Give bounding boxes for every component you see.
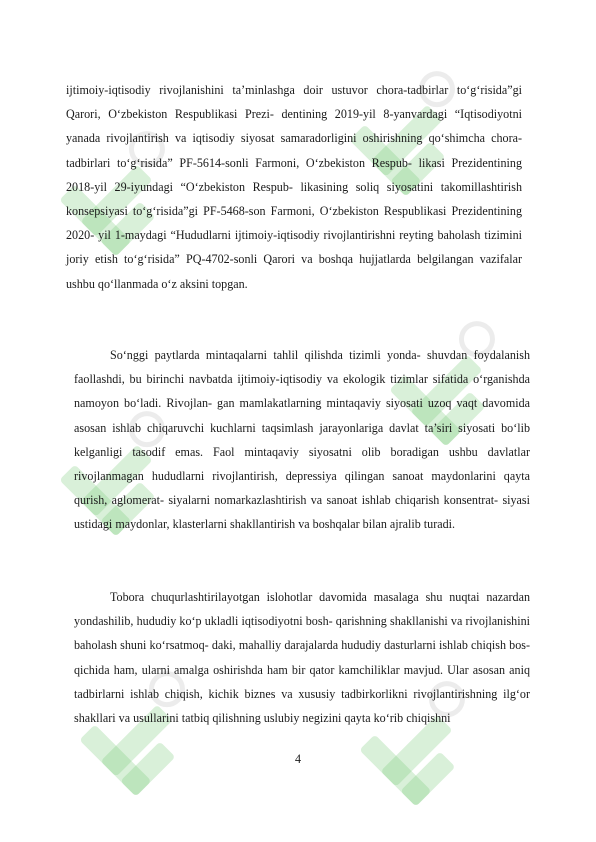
paragraph-1: ijtimoiy-iqtisodiy rivojlanishini ta’minlashga doir ustuvor chora-tadbirlar to‘g‘risida”gi Qarori, O‘zbekiston Respublikasi Prezi- dentining 2019-yil 8-yanvardagi “Iqtisodiyotni yanada rivojlantirish va iqtisodiy siyosat samaradorligini oshirishning qo‘shimcha chora- tadbirlari to‘g‘risida” PF-5614-sonli Farmoni, O‘zbekiston Respub- likasi Prezidentining 2018-yil 29-iyundagi “O‘zbekiston Respub- likasining soliq siyosatini takomillashtirish konsepsiyasi to‘g‘risida”gi PF-5468-son Farmoni, O‘zbekiston Respublikasi Prezidentining 2020- yil 1-maydagi “Hududlarni ijtimoiy-iqtisodiy rivojlantirishni reyting baholash tizimini joriy etish to‘g‘risida” PQ-4702-sonli Qarori va boshqa hujjatlarda belgilangan vazifalar ushbu qo‘llanmada o‘z aksini topgan. [66,83,522,291]
page-number: 4 [294,752,302,766]
paragraph-3: Tobora chuqurlashtirilayotgan islohotlar davomida masalaga shu nuqtai nazardan yondashilib, hududiy ko‘p ukladli iqtisodiyotni bosh- qarishning shakllanishi va rivojlanishini baholash shuni ko‘rsatmoq- daki, mahalliy darajalarda hududiy dasturlarni ishlab chiqish bos- qichida ham, ularni amalga oshirishda ham bir qator kamchiliklar mavjud. Ular asosan aniq tadbirlarni ishlab chiqish, kichik biznes va xususiy tadbirkorlikni rivojlantirishning ilg‘or shakllari va usullarini tatbiq qilishning uslubiy negizini qayta ko‘rib chiqishni [74,590,530,726]
paragraph-2: So‘nggi paytlarda mintaqalarni tahlil qilishda tizimli yonda- shuvdan foydalanish faollashdi, bu birinchi navbatda ijtimoiy-iqtisodiy va ekologik tizimlar sifatida o‘rganishda namoyon bo‘ladi. Rivojlan- gan mamlakatlarning mintaqaviy siyosati uzoq vaqt davomida asosan ishlab chiqaruvchi kuchlarni taqsimlash jarayonlariga davlat ta’siri siyosati bo‘lib kelganligi tasodif emas. Faol mintaqaviy siyosatni olib boradigan ushbu davlatlar rivojlanmagan hududlarni rivojlantirish, depressiya qilingan sanoat maydonlarini qayta qurish, aglomerat- siyalarni nomarkazlashtirish va sanoat ishlab chiqarish konsentrat- siyasi ustidagi maydonlar, klasterlarni shakllantirish va boshqalar bilan ajralib turadi. [74,348,530,532]
